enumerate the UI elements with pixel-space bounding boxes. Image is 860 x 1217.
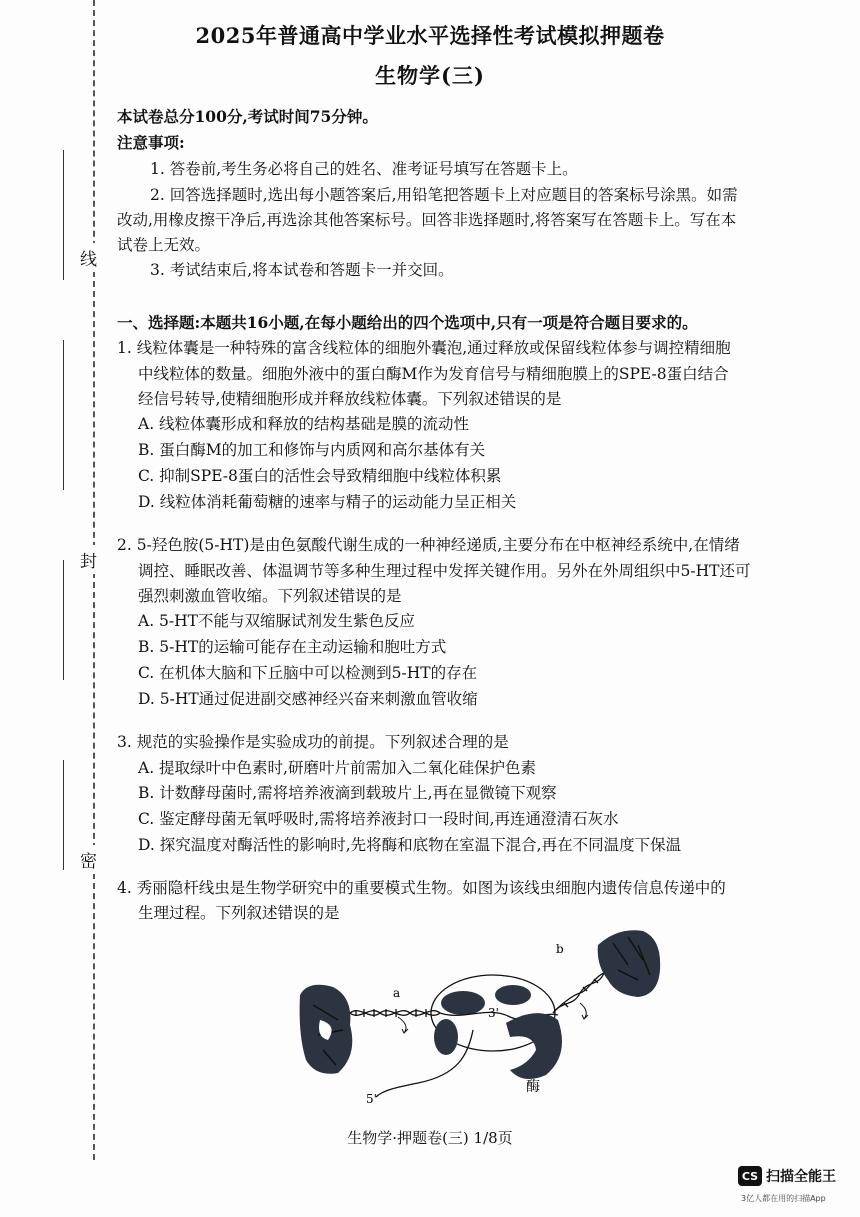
q2-option-d: D. 5-HT通过促进副交感神经兴奋来刺激血管收缩 xyxy=(138,690,478,708)
q4-stem-line-2: 生理过程。下列叙述错误的是 xyxy=(138,904,340,922)
label-5-prime: 5' xyxy=(366,1092,377,1105)
margin-char-mi: 密 xyxy=(80,845,97,874)
note-2-line-2: 改动,用橡皮擦干净后,再选涂其他答案标号。回答非选择题时,将答案写在答题卡上。写在本 xyxy=(117,211,737,229)
q2-option-c: C. 在机体大脑和下丘脑中可以检测到5-HT的存在 xyxy=(138,664,478,682)
binding-fill-line xyxy=(63,340,64,490)
q4-stem-line-1: 4. 秀丽隐杆线虫是生物学研究中的重要模式生物。如图为该线虫细胞内遗传信息传递中的 xyxy=(117,879,726,897)
chromatin-blob-right xyxy=(598,930,660,997)
dna-helix-right xyxy=(553,973,604,1013)
note-2-line-3: 试卷上无效。 xyxy=(117,236,211,254)
rna-polymerase xyxy=(506,1013,562,1079)
scanner-app-name: 扫描全能王 xyxy=(766,1169,836,1185)
binding-fill-line xyxy=(63,150,64,280)
scanner-tagline: 3亿人都在用的扫描App xyxy=(741,1194,826,1203)
q1-stem-line-2: 中线粒体的数量。细胞外液中的蛋白酶M作为发育信号与精细胞膜上的SPE-8蛋白结合 xyxy=(138,365,729,383)
rotation-arrow-b xyxy=(580,1003,588,1019)
note-3: 3. 考试结束后,将本试卷和答题卡一并交回。 xyxy=(150,261,454,279)
q1-stem-line-3: 经信号转导,使精细胞形成并释放线粒体囊。下列叙述错误的是 xyxy=(138,390,562,408)
note-2-line-1: 2. 回答选择题时,选出每小题答案后,用铅笔把答题卡上对应题目的答案标号涂黑。如需 xyxy=(150,186,738,204)
q1-option-a: A. 线粒体囊形成和释放的结构基础是膜的流动性 xyxy=(138,415,470,433)
enzyme-subunit-2 xyxy=(495,985,531,1005)
q2-option-b: B. 5-HT的运输可能存在主动运输和胞吐方式 xyxy=(138,638,447,656)
margin-char-feng: 封 xyxy=(80,545,97,574)
q2-stem-line-1: 2. 5-羟色胺(5-HT)是由色氨酸代谢生成的一种神经递质,主要分布在中枢神经系统中,在情绪 xyxy=(117,536,740,554)
page-footer: 生物学·押题卷(三) 1/8页 xyxy=(347,1129,513,1147)
section-heading: 一、选择题:本题共16小题,在每小题给出的四个选项中,只有一项是符合题目要求的。 xyxy=(117,313,698,332)
score-info: 本试卷总分100分,考试时间75分钟。 xyxy=(117,107,378,126)
q3-stem-line-1: 3. 规范的实验操作是实验成功的前提。下列叙述合理的是 xyxy=(117,733,509,751)
mrna-strand xyxy=(376,1030,473,1097)
exam-title: 2025年普通高中学业水平选择性考试模拟押题卷 xyxy=(195,23,665,48)
margin-char-xian: 线 xyxy=(80,243,97,272)
label-enzyme: 酶 xyxy=(526,1079,540,1095)
label-3-prime: 3' xyxy=(488,1006,499,1020)
q1-option-b: B. 蛋白酶M的加工和修饰与内质网和高尔基体有关 xyxy=(138,441,486,459)
q1-option-c: C. 抑制SPE-8蛋白的活性会导致精细胞中线粒体积累 xyxy=(138,467,502,485)
dna-helix-left xyxy=(350,1009,440,1017)
q2-stem-line-3: 强烈刺激血管收缩。下列叙述错误的是 xyxy=(138,587,402,605)
q1-option-d: D. 线粒体消耗葡萄糖的速率与精子的运动能力呈正相关 xyxy=(138,493,517,511)
binding-fill-line xyxy=(63,560,64,680)
label-b: b xyxy=(556,942,564,956)
binding-dashed-line xyxy=(93,0,95,1160)
q3-option-a: A. 提取绿叶中色素时,研磨叶片前需加入二氧化硅保护色素 xyxy=(138,759,536,777)
label-a: a xyxy=(393,986,401,1000)
q1-stem-line-1: 1. 线粒体囊是一种特殊的富含线粒体的细胞外囊泡,通过释放或保留线粒体参与调控精细胞 xyxy=(117,339,731,357)
q2-stem-line-2: 调控、睡眠改善、体温调节等多种生理过程中发挥关键作用。另外在外周组织中5-HT还可 xyxy=(138,562,751,580)
notes-heading: 注意事项: xyxy=(117,133,185,152)
scanner-logo-icon: CS xyxy=(738,1166,762,1186)
binding-fill-line xyxy=(63,760,64,870)
rotation-arrow-a xyxy=(398,1017,408,1033)
q3-option-d: D. 探究温度对酶活性的影响时,先将酶和底物在室温下混合,再在不同温度下保温 xyxy=(138,836,682,854)
note-1: 1. 答卷前,考生务必将自己的姓名、准考证号填写在答题卡上。 xyxy=(150,160,578,178)
enzyme-subunit-1 xyxy=(441,991,485,1015)
exam-subtitle: 生物学(三) xyxy=(375,63,485,88)
q3-option-c: C. 鉴定酵母菌无氧呼吸时,需将培养液封口一段时间,再连通澄清石灰水 xyxy=(138,810,619,828)
transcription-diagram xyxy=(298,925,663,1105)
enzyme-subunit-3 xyxy=(434,1019,458,1055)
q2-option-a: A. 5-HT不能与双缩脲试剂发生紫色反应 xyxy=(138,612,416,630)
q3-option-b: B. 计数酵母菌时,需将培养液滴到载玻片上,再在显微镜下观察 xyxy=(138,784,557,802)
